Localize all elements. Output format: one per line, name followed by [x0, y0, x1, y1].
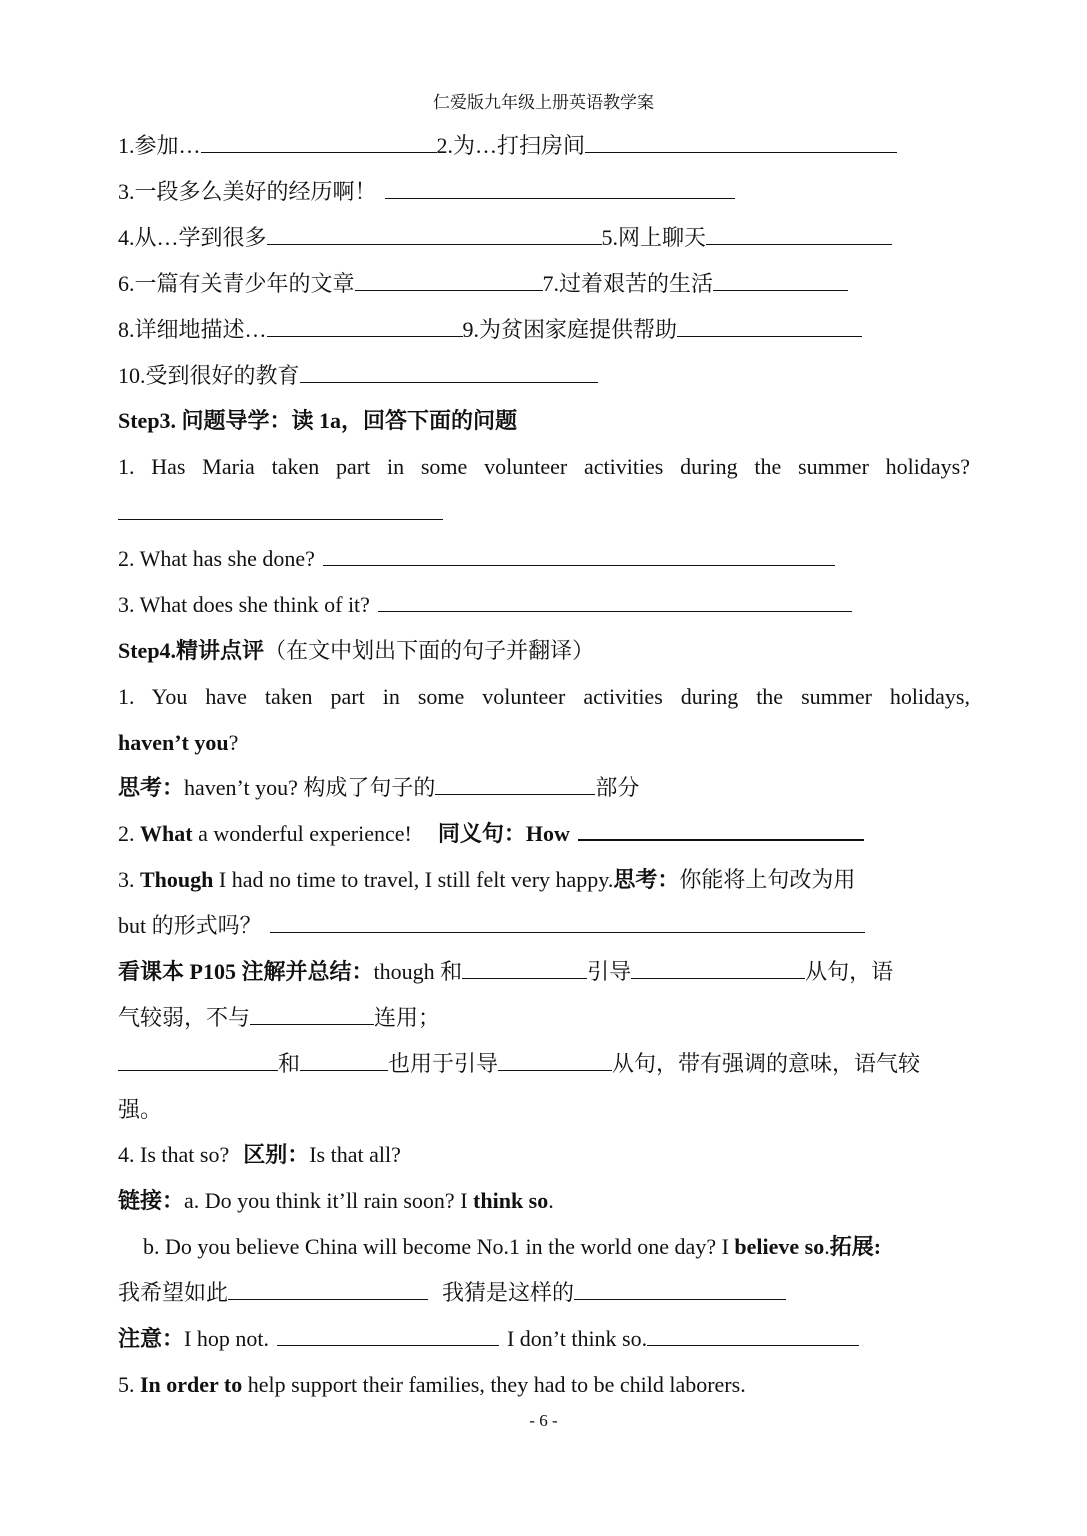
step4-heading-bold: Step4.精讲点评: [118, 638, 265, 663]
answer-blank[interactable]: [631, 958, 805, 979]
answer-blank[interactable]: [647, 1325, 859, 1346]
answer-blank[interactable]: [677, 316, 862, 337]
step3-question-3-line: [118, 590, 852, 620]
vocab-line-5: [118, 315, 862, 345]
expand-label: 拓展:: [829, 1234, 882, 1259]
answer-blank[interactable]: [498, 1050, 612, 1071]
keyword: think so: [473, 1188, 549, 1213]
sentence-text: I don’t think so.: [506, 1326, 648, 1351]
answer-blank[interactable]: [462, 958, 587, 979]
sentence-text: 4. Is that so?: [118, 1142, 230, 1167]
step4-sentence-3-cont: [118, 911, 865, 941]
vocab-item-9: 9.为贫困家庭提供帮助: [462, 317, 678, 342]
link-line-a: [118, 1186, 554, 1216]
step4-heading-note: （在文中划出下面的句子并翻译）: [264, 638, 595, 663]
step4-sentence-1-end: [118, 728, 238, 758]
sentence-text: a. Do you think it’ll rain soon? I: [184, 1188, 474, 1213]
difference-label: 区别：: [243, 1142, 310, 1167]
answer-blank[interactable]: [250, 1004, 374, 1025]
step3-heading: Step3. 问题导学：读 1a，回答下面的问题: [118, 408, 518, 433]
think-label: 思考：: [613, 867, 680, 892]
attention-label: 注意：: [118, 1326, 185, 1351]
expand-line: [118, 1278, 786, 1308]
vocab-item-8: 8.详细地描述…: [118, 317, 267, 342]
vocab-line-1: [118, 131, 897, 161]
step4-heading: [118, 636, 594, 666]
answer-blank[interactable]: [267, 224, 602, 245]
step3-question-2-line: [118, 544, 835, 574]
vocab-line-4: [118, 269, 848, 299]
answer-blank[interactable]: [578, 819, 864, 841]
note-text: though 和: [373, 959, 463, 984]
tag-question: haven’t you: [118, 730, 229, 755]
note-text: 气较弱，不与: [118, 1005, 251, 1030]
punctuation: ?: [228, 730, 239, 755]
link-line-b: [143, 1232, 881, 1262]
keyword: What: [140, 821, 193, 846]
note-label: 看课本 P105 注解并总结：: [118, 959, 374, 984]
vocab-line-2: [118, 177, 735, 207]
vocab-item-1: 1.参加…: [118, 133, 201, 158]
think-text: 你能将上句改为用: [679, 867, 856, 892]
sentence-text: b. Do you believe China will become No.1 in the world one day? I: [143, 1234, 735, 1259]
vocab-item-5: 5.网上聊天: [601, 225, 707, 250]
answer-blank[interactable]: [228, 1279, 428, 1300]
think-label: 思考：: [118, 775, 185, 800]
answer-blank[interactable]: [585, 132, 897, 153]
sentence-text: I hop not.: [184, 1326, 269, 1351]
prompt-text: 我猜是这样的: [442, 1280, 575, 1305]
vocab-item-7: 7.过着艰苦的生活: [542, 271, 714, 296]
answer-blank[interactable]: [300, 1050, 388, 1071]
item-number: 2.: [118, 821, 140, 846]
keyword: Though: [140, 867, 214, 892]
step3-question-3: 3. What does she think of it?: [118, 592, 370, 617]
answer-blank[interactable]: [713, 270, 848, 291]
step3-answer-line: [118, 498, 443, 528]
think-1-end: 部分: [595, 775, 640, 800]
note-text: 从句，带有强调的意味，语气较: [612, 1051, 921, 1076]
answer-blank[interactable]: [267, 316, 463, 337]
item-number: 3.: [118, 867, 140, 892]
step4-sentence-1: 1. You have taken part in some volunteer activities during the summer holidays,: [118, 684, 970, 709]
sentence-text: Is that all?: [309, 1142, 401, 1167]
note-line-2: [118, 1003, 440, 1033]
vocab-item-10: 10.受到很好的教育: [118, 363, 300, 388]
step3-question-2: 2. What has she done?: [118, 546, 315, 571]
prompt-text: 我希望如此: [118, 1280, 229, 1305]
step4-sentence-3: [118, 865, 855, 895]
sentence-text: I had no time to travel, I still felt very happy.: [213, 867, 614, 892]
synonym-label: 同义句：How: [437, 821, 570, 846]
answer-blank[interactable]: [706, 224, 892, 245]
sentence-text: a wonderful experience!: [192, 821, 412, 846]
punctuation: .: [824, 1234, 830, 1259]
answer-blank[interactable]: [270, 912, 865, 933]
answer-blank[interactable]: [355, 270, 543, 291]
answer-blank[interactable]: [574, 1279, 786, 1300]
answer-blank[interactable]: [300, 362, 598, 383]
link-label: 链接：: [118, 1188, 185, 1213]
vocab-item-3: 3.一段多么美好的经历啊！: [118, 179, 377, 204]
answer-blank[interactable]: [118, 499, 443, 520]
answer-blank[interactable]: [201, 132, 437, 153]
answer-blank[interactable]: [385, 178, 735, 199]
step4-sentence-2: [118, 819, 864, 849]
page-number: - 6 -: [529, 1411, 558, 1430]
answer-blank[interactable]: [323, 545, 835, 566]
item-number: 5.: [118, 1372, 140, 1397]
vocab-line-6: [118, 361, 598, 391]
note-line-4: 强。: [118, 1097, 163, 1122]
step3-question-1: 1. Has Maria taken part in some volunteer activities during the summer holidays?: [118, 454, 970, 479]
step4-sentence-4: [118, 1140, 401, 1170]
vocab-item-2: 2.为…打扫房间: [436, 133, 586, 158]
note-text: 引导: [587, 959, 632, 984]
note-text: 和: [278, 1051, 301, 1076]
think-text: but 的形式吗？: [118, 913, 262, 938]
vocab-item-6: 6.一篇有关青少年的文章: [118, 271, 355, 296]
attention-line: [118, 1324, 859, 1354]
document-header: 仁爱版九年级上册英语教学案: [433, 93, 654, 112]
sentence-text: help support their families, they had to be child laborers.: [242, 1372, 746, 1397]
answer-blank[interactable]: [378, 591, 852, 612]
keyword: believe so: [734, 1234, 825, 1259]
think-1-text: haven’t you? 构成了句子的: [184, 775, 436, 800]
note-text: 连用；: [374, 1005, 441, 1030]
note-line-3: [118, 1049, 920, 1079]
note-line-1: [118, 957, 893, 987]
vocab-line-3: [118, 223, 892, 253]
note-text: 从句，语: [805, 959, 894, 984]
note-text: 也用于引导: [388, 1051, 499, 1076]
think-1-line: [118, 773, 639, 803]
step4-sentence-5: [118, 1370, 746, 1400]
answer-blank[interactable]: [118, 1050, 278, 1071]
keyword: In order to: [140, 1372, 243, 1397]
answer-blank[interactable]: [277, 1325, 499, 1346]
vocab-item-4: 4.从…学到很多: [118, 225, 267, 250]
punctuation: .: [548, 1188, 554, 1213]
answer-blank[interactable]: [435, 774, 595, 795]
